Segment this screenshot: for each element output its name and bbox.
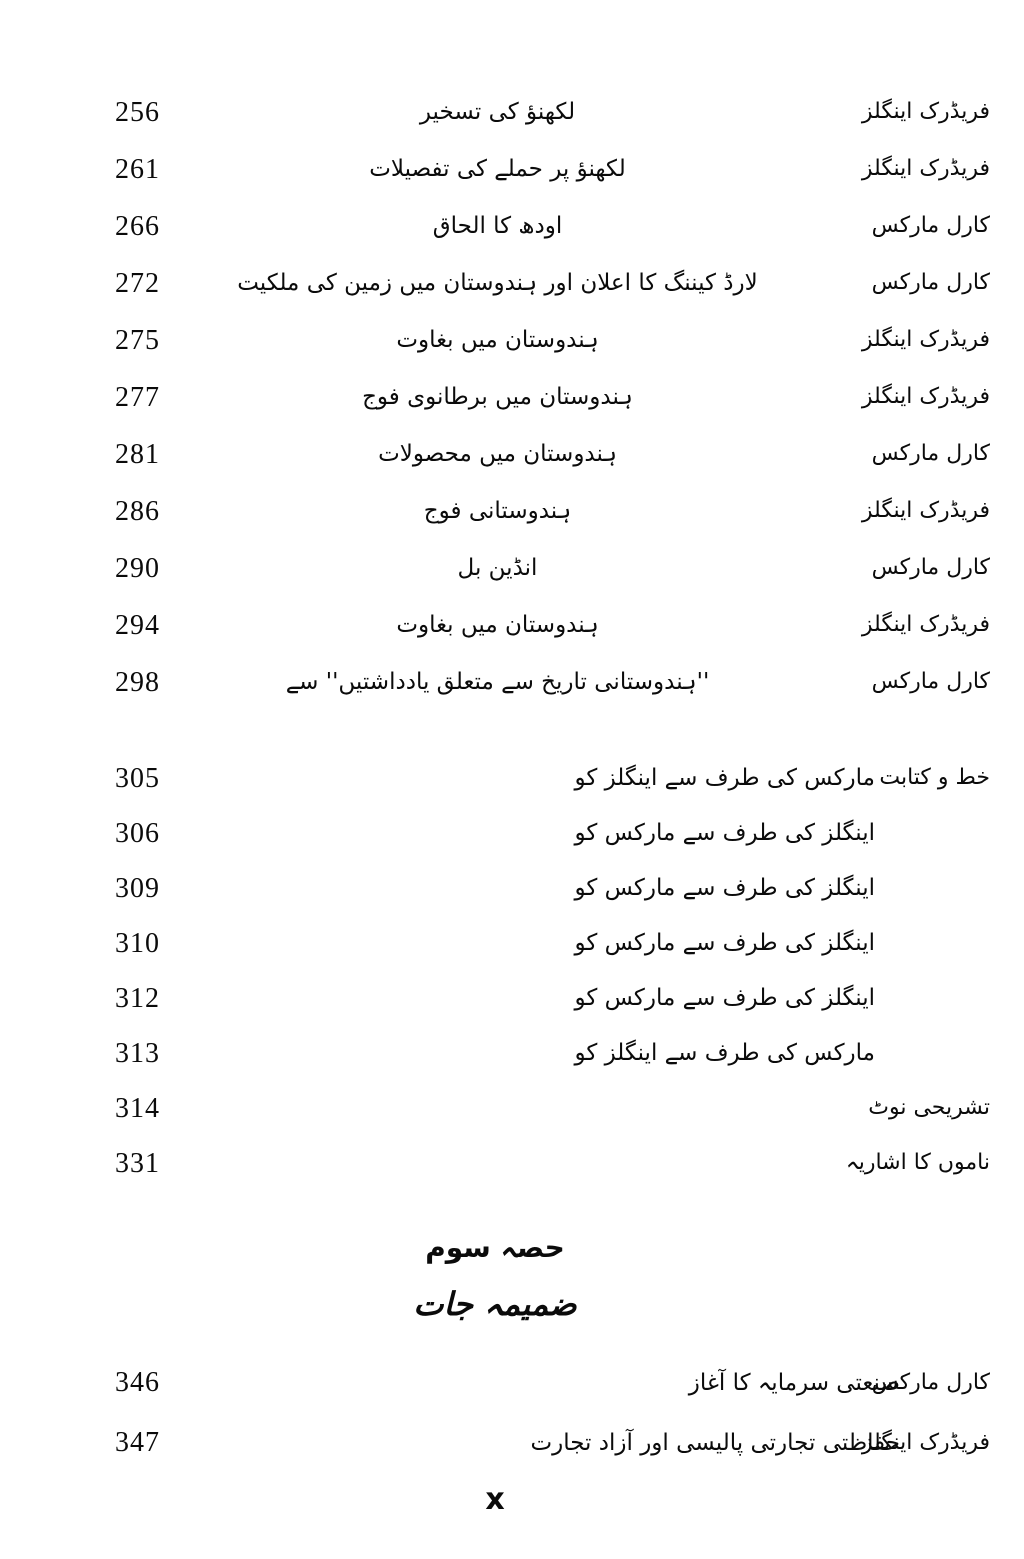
section-articles — [0, 84, 990, 711]
entry-title: لارڈ کیننگ کا اعلان اور ہندوستان میں زمین کی ملکیت — [237, 270, 758, 297]
entry-title: اینگلز کی طرف سے مارکس کو — [574, 875, 875, 902]
page-number: 312 — [115, 982, 160, 1014]
author-name: فریڈرک اینگلز — [861, 327, 990, 353]
author-name: کارل مارکس — [871, 270, 990, 296]
section-letters — [0, 751, 990, 1191]
entry-title: لکھنؤ پر حملے کی تفصیلات — [369, 156, 626, 183]
page-number: 286 — [115, 495, 160, 527]
toc-row — [0, 597, 990, 654]
entry-title: مارکس کی طرف سے اینگلز کو — [574, 765, 875, 792]
toc-row — [0, 84, 990, 141]
toc-row — [0, 971, 990, 1026]
folio-page-marker: x — [485, 1481, 505, 1517]
page-number: 346 — [115, 1367, 160, 1398]
page-number: 256 — [115, 96, 160, 128]
page-number: 331 — [115, 1147, 160, 1179]
entry-title: ہندوستان میں بغاوت — [396, 612, 599, 639]
toc-row — [0, 1026, 990, 1081]
entry-title: اینگلز کی طرف سے مارکس کو — [574, 820, 875, 847]
toc-row — [0, 1081, 990, 1136]
entry-title: مارکس کی طرف سے اینگلز کو — [574, 1040, 875, 1067]
author-name: کارل مارکس — [871, 213, 990, 239]
entry-title: لکھنؤ کی تسخیر — [419, 99, 576, 126]
entry-title: ہندوستانی فوج — [423, 498, 572, 525]
toc-row — [0, 1353, 990, 1413]
entry-title: اینگلز کی طرف سے مارکس کو — [574, 985, 875, 1012]
toc-row — [0, 654, 990, 711]
page-number: 294 — [115, 609, 160, 641]
page-number: 277 — [115, 381, 160, 413]
author-name: کارل مارکس — [871, 669, 990, 695]
page-number: 261 — [115, 153, 160, 185]
page-number: 347 — [115, 1427, 160, 1458]
page-number: 313 — [115, 1037, 160, 1069]
page-number: 272 — [115, 267, 160, 299]
author-name: فریڈرک اینگلز — [861, 384, 990, 410]
page-number: 281 — [115, 438, 160, 470]
toc-row — [0, 255, 990, 312]
entry-title: ''ہندوستانی تاریخ سے متعلق یادداشتیں'' سے — [285, 669, 710, 696]
page-number: 306 — [115, 817, 160, 849]
entry-title: اینگلز کی طرف سے مارکس کو — [574, 930, 875, 957]
entry-title: حفاظتی تجارتی پالیسی اور آزاد تجارت — [530, 1429, 900, 1456]
page-number: 298 — [115, 666, 160, 698]
author-name: فریڈرک اینگلز — [861, 498, 990, 524]
page-number: 309 — [115, 872, 160, 904]
author-name: فریڈرک اینگلز — [861, 99, 990, 125]
toc-row — [0, 198, 990, 255]
author-name: کارل مارکس — [871, 1369, 990, 1395]
entry-title: ہندوستان میں محصولات — [378, 441, 617, 468]
letters-section-heading: خط و کتابت — [879, 765, 990, 791]
appendices-heading: ضمیمہ جات — [413, 1285, 577, 1323]
toc-row — [0, 806, 990, 861]
toc-row — [0, 312, 990, 369]
toc-row — [0, 861, 990, 916]
toc-row — [0, 1136, 990, 1191]
page-number: 305 — [115, 762, 160, 794]
notes-label: تشریحی نوٹ — [868, 1095, 990, 1121]
entry-title: صنعتی سرمایہ کا آغاز — [688, 1369, 900, 1396]
entry-title: ہندوستان میں بغاوت — [396, 327, 599, 354]
part-three-heading: حصہ سوم — [425, 1230, 565, 1264]
page-number: 266 — [115, 210, 160, 242]
toc-row — [0, 426, 990, 483]
toc-row — [0, 369, 990, 426]
toc-row — [0, 141, 990, 198]
entry-title: اودھ کا الحاق — [432, 213, 563, 240]
author-name: فریڈرک اینگلز — [861, 156, 990, 182]
name-index-label: ناموں کا اشاریہ — [845, 1150, 990, 1176]
page-number: 310 — [115, 927, 160, 959]
toc-row — [0, 540, 990, 597]
page-number: 290 — [115, 552, 160, 584]
section-appendices — [0, 1353, 990, 1473]
page-number: 314 — [115, 1092, 160, 1124]
page-number: 275 — [115, 324, 160, 356]
author-name: فریڈرک اینگلز — [861, 1429, 990, 1455]
toc-row — [0, 751, 990, 806]
toc-row — [0, 1413, 990, 1473]
author-name: کارل مارکس — [871, 555, 990, 581]
author-name: کارل مارکس — [871, 441, 990, 467]
toc-row — [0, 483, 990, 540]
entry-title: ہندوستان میں برطانوی فوج — [362, 384, 633, 411]
entry-title: انڈین بل — [457, 555, 538, 582]
author-name: فریڈرک اینگلز — [861, 612, 990, 638]
toc-row — [0, 916, 990, 971]
